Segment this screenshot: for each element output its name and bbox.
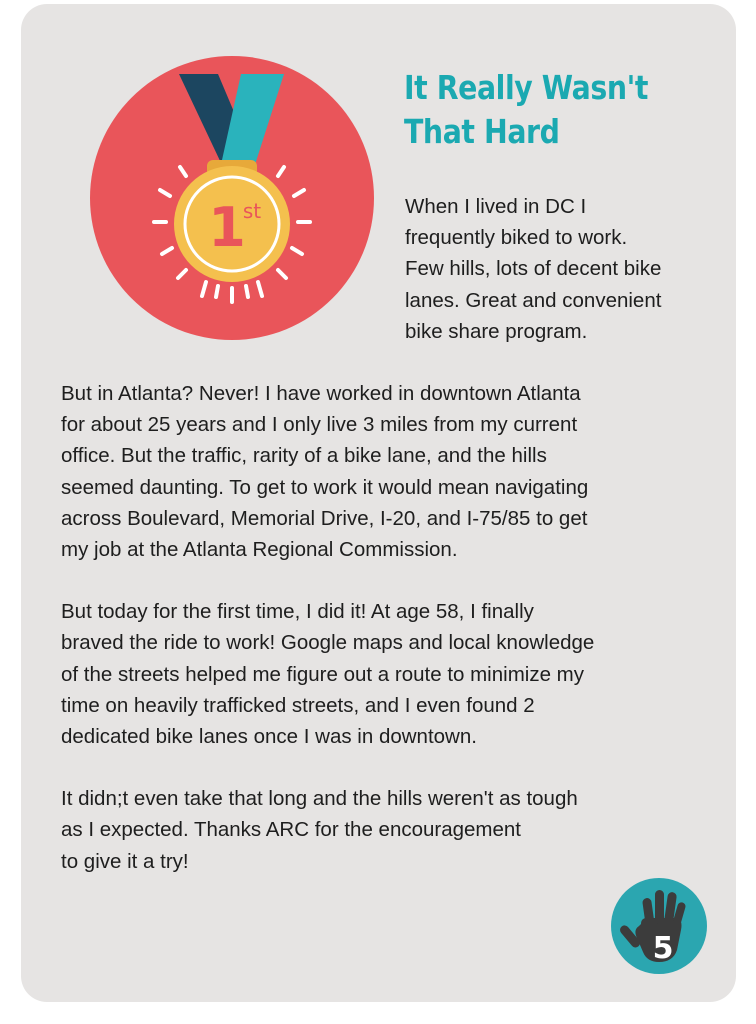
medal-suffix: st xyxy=(242,199,262,223)
body-line: seemed daunting. To get to work it would mean navigating xyxy=(61,475,589,499)
body-line: But today for the first time, I did it! At age 58, I finally xyxy=(61,600,534,624)
story-card xyxy=(21,4,736,1002)
body-line: It didn;t even take that long and the hills weren't as tough xyxy=(61,787,578,811)
body-line: my job at the Atlanta Regional Commission. xyxy=(61,538,458,562)
hand-badge-icon xyxy=(611,878,707,974)
body-line: for about 25 years and I only live 3 miles from my current xyxy=(61,413,578,437)
intro-line: lanes. Great and convenient xyxy=(405,288,662,312)
medal-number: 1 xyxy=(208,196,246,259)
intro-line: bike share program. xyxy=(405,319,588,343)
intro-text xyxy=(405,191,725,347)
body-line: as I expected. Thanks ARC for the encouragement xyxy=(61,818,521,842)
story-body xyxy=(61,378,721,877)
body-line: across Boulevard, Memorial Drive, I-20, and I-75/85 to get xyxy=(61,506,588,530)
body-line: braved the ride to work! Google maps and local knowledge xyxy=(61,631,595,655)
paragraph-2 xyxy=(61,596,721,752)
paragraph-1 xyxy=(61,378,721,565)
body-line: office. But the traffic, rarity of a bike lane, and the hills xyxy=(61,444,547,468)
badge-number: 5 xyxy=(652,931,674,966)
intro-line: Few hills, lots of decent bike xyxy=(405,257,662,281)
intro-line: When I lived in DC I xyxy=(405,195,587,218)
medal-icon xyxy=(90,56,374,340)
body-line: of the streets helped me figure out a route to minimize my xyxy=(61,662,585,686)
title-line: That Hard xyxy=(404,112,560,151)
page-title xyxy=(404,66,679,154)
body-line: dedicated bike lanes once I was in downtown. xyxy=(61,725,477,749)
body-line: But in Atlanta? Never! I have worked in downtown Atlanta xyxy=(61,382,581,405)
body-line: time on heavily trafficked streets, and I even found 2 xyxy=(61,693,535,717)
body-line: to give it a try! xyxy=(61,849,189,873)
paragraph-3 xyxy=(61,783,721,877)
intro-line: frequently biked to work. xyxy=(405,226,628,250)
title-line: It Really Wasn't xyxy=(404,68,649,107)
